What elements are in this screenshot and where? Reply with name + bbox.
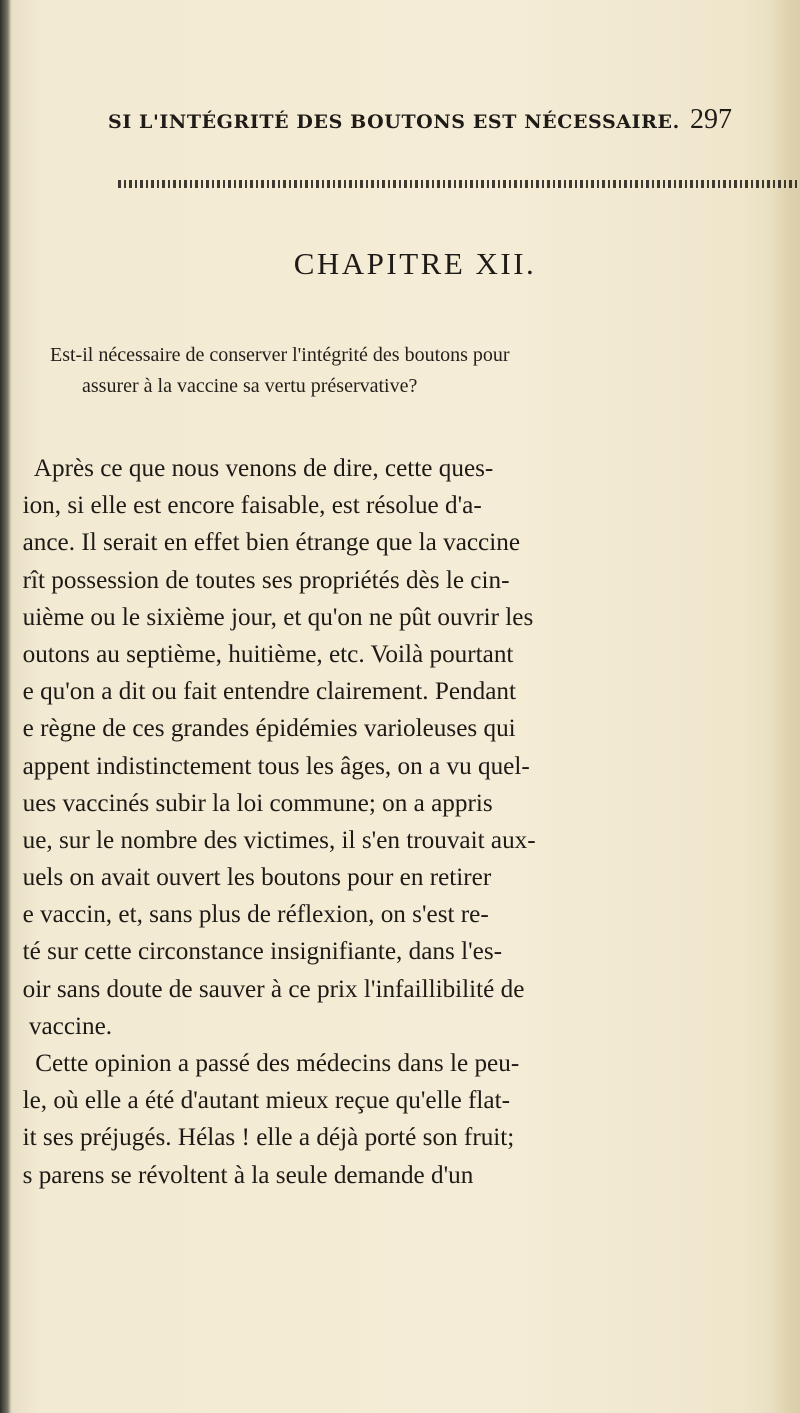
summary-line: assurer à la vaccine sa vertu préservative? — [82, 375, 418, 397]
text-line: it ses préjugés. Hélas ! elle a déjà porté son fruit; — [10, 1124, 515, 1152]
text-line: e règne de ces grandes épidémies varioleuses qui — [10, 715, 516, 743]
text-line: uième ou le sixième jour, et qu'on ne pût ouvrir les — [10, 603, 534, 631]
text-line: Après ce que nous venons de dire, cette ques- — [10, 455, 494, 482]
text-line: rît possession de toutes ses propriétés dès le cin- — [10, 566, 510, 594]
text-line: ance. Il serait en effet bien étrange que la vaccine — [10, 529, 520, 557]
page-header — [108, 104, 748, 136]
text-line: ion, si elle est encore faisable, est résolue d'a- — [10, 492, 482, 520]
text-line: s parens se révoltent à la seule demande d'un — [10, 1161, 474, 1189]
text-line: té sur cette circonstance insignifiante, dans l'es- — [10, 938, 503, 966]
decorative-rule — [118, 180, 800, 188]
text-line: e vaccin, et, sans plus de réflexion, on s'est re- — [10, 901, 489, 929]
page-number: 297 — [690, 104, 732, 135]
page-gutter — [0, 0, 10, 1413]
text-line: vaccine. — [10, 1012, 113, 1040]
text-line: uels on avait ouvert les boutons pour en retirer — [10, 864, 492, 892]
text-line: le, où elle a été d'autant mieux reçue qu'elle flat- — [10, 1087, 510, 1115]
summary-line: Est-il nécessaire de conserver l'intégrité des boutons pour — [50, 344, 510, 366]
page-edge — [770, 0, 800, 1413]
text-line: appent indistinctement tous les âges, on a vu quel- — [10, 752, 530, 780]
text-line: oir sans doute de sauver à ce prix l'infaillibilité de — [10, 975, 525, 1003]
text-line: ues vaccinés subir la loi commune; on a appris — [10, 789, 493, 817]
running-head: SI L'INTÉGRITÉ DES BOUTONS EST NÉCESSAIRE. — [108, 111, 680, 133]
chapter-summary — [50, 340, 740, 402]
chapter-title: CHAPITRE XII. — [293, 246, 537, 281]
text-line: e qu'on a dit ou fait entendre clairement. Pendant — [10, 678, 517, 706]
body-text — [10, 450, 770, 1194]
text-line: ue, sur le nombre des victimes, il s'en trouvait aux- — [10, 826, 536, 854]
text-line: Cette opinion a passé des médecins dans le peu- — [10, 1050, 520, 1077]
text-line: outons au septième, huitième, etc. Voilà pourtant — [10, 640, 514, 668]
